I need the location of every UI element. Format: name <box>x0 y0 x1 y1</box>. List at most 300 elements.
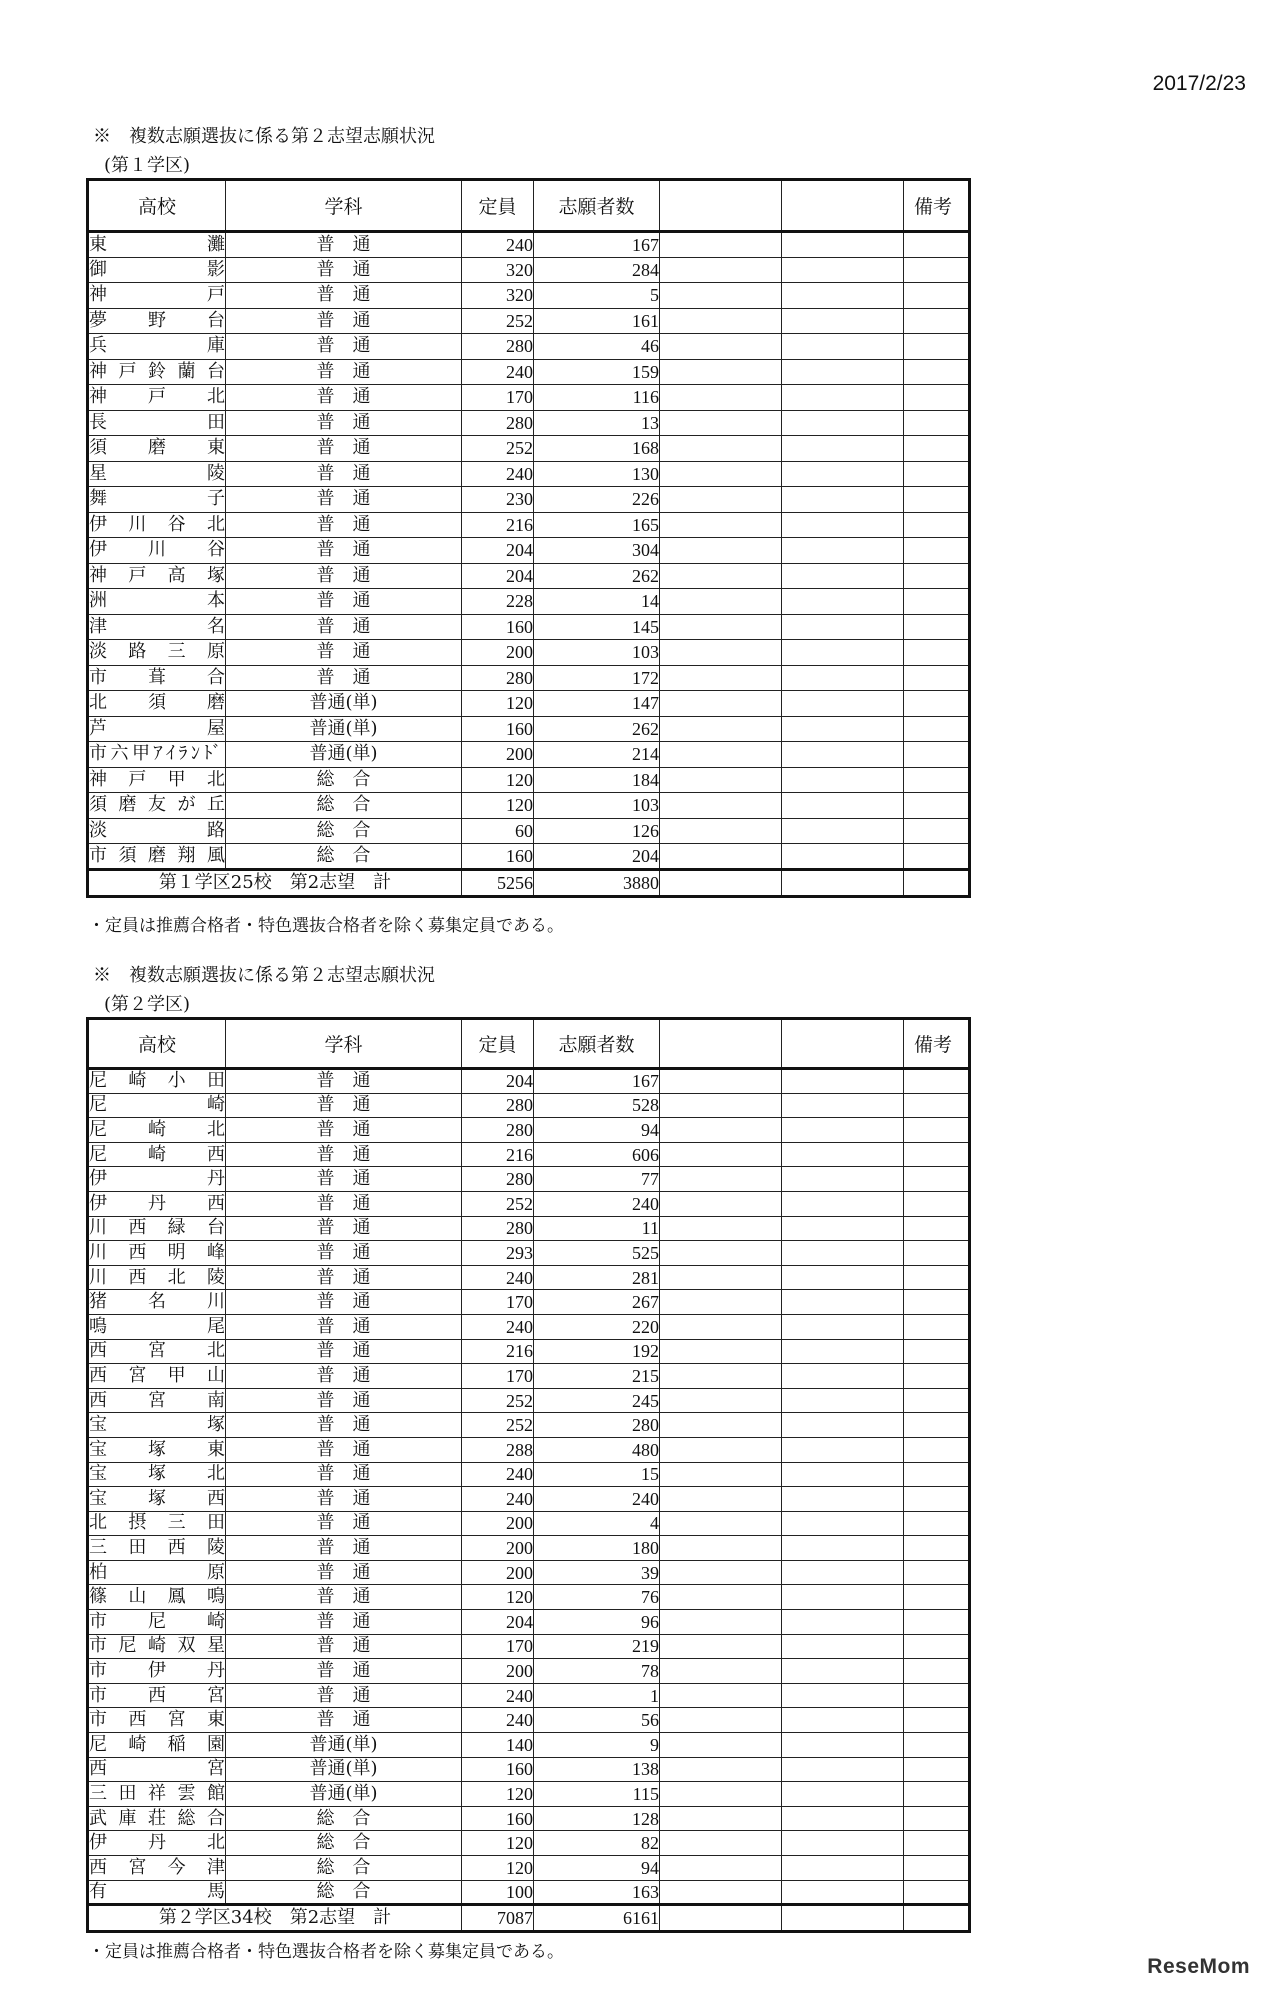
remarks-cell <box>904 1511 970 1536</box>
blank-cell <box>782 691 904 717</box>
dept-cell: 普 通 <box>226 257 462 283</box>
capacity-cell: 216 <box>462 1142 534 1167</box>
blank-cell <box>660 1314 782 1339</box>
dept-cell: 普通(単) <box>226 1782 462 1807</box>
blank-cell <box>660 563 782 589</box>
table-row <box>88 1413 970 1438</box>
capacity-cell: 200 <box>462 1560 534 1585</box>
blank-cell <box>660 1880 782 1905</box>
remarks-cell <box>904 1733 970 1758</box>
blank-cell <box>660 487 782 513</box>
blank-cell <box>660 1167 782 1192</box>
dept-cell: 普 通 <box>226 1487 462 1512</box>
table-row <box>88 1806 970 1831</box>
blank-cell <box>782 1142 904 1167</box>
blank-cell <box>660 1831 782 1856</box>
remarks-cell <box>904 767 970 793</box>
applicants-cell: 94 <box>534 1856 660 1881</box>
table-row <box>88 589 970 615</box>
applicants-cell: 167 <box>534 232 660 258</box>
blank-cell <box>782 1413 904 1438</box>
applicants-cell: 147 <box>534 691 660 717</box>
district-label: (第２学区) <box>104 994 191 1015</box>
table-row <box>88 1093 970 1118</box>
applicants-cell: 215 <box>534 1364 660 1389</box>
dept-cell: 普 通 <box>226 1364 462 1389</box>
dept-cell: 普 通 <box>226 512 462 538</box>
blank-cell <box>782 232 904 258</box>
blank-cell <box>660 1782 782 1807</box>
capacity-cell: 170 <box>462 385 534 411</box>
blank-cell <box>782 767 904 793</box>
capacity-cell: 200 <box>462 640 534 666</box>
capacity-cell: 60 <box>462 818 534 844</box>
school-cell: 猪名川 <box>88 1290 226 1315</box>
remarks-cell <box>904 359 970 385</box>
school-cell: 篠山鳳鳴 <box>88 1585 226 1610</box>
blank-cell <box>782 308 904 334</box>
school-cell: 淡路三原 <box>88 640 226 666</box>
remarks-cell <box>904 1364 970 1389</box>
table-row <box>88 1388 970 1413</box>
blank-cell <box>660 436 782 462</box>
remarks-cell <box>904 1585 970 1610</box>
blank-cell <box>660 1142 782 1167</box>
capacity-cell: 280 <box>462 1167 534 1192</box>
blank-cell <box>782 1093 904 1118</box>
blank-cell <box>782 1659 904 1684</box>
blank-cell <box>660 1265 782 1290</box>
table-row <box>88 1708 970 1733</box>
applicants-cell: 267 <box>534 1290 660 1315</box>
remarks-cell <box>904 1413 970 1438</box>
remarks-cell <box>904 1536 970 1561</box>
applicants-cell: 480 <box>534 1437 660 1462</box>
dept-cell: 普 通 <box>226 1167 462 1192</box>
capacity-cell: 160 <box>462 1806 534 1831</box>
dept-cell: 普 通 <box>226 1610 462 1635</box>
blank-cell <box>660 1708 782 1733</box>
blank-cell <box>660 1634 782 1659</box>
header-applicants: 志願者数 <box>534 1019 660 1069</box>
blank-cell <box>782 793 904 819</box>
total-applicants: 3880 <box>534 869 660 897</box>
blank-cell <box>660 334 782 360</box>
applicants-cell: 167 <box>534 1069 660 1094</box>
table-row <box>88 1290 970 1315</box>
table-row <box>88 283 970 309</box>
applicants-cell: 240 <box>534 1191 660 1216</box>
table-row <box>88 487 970 513</box>
dept-cell: 普 通 <box>226 1413 462 1438</box>
school-cell: 御影 <box>88 257 226 283</box>
remarks-cell <box>904 1118 970 1143</box>
school-cell: 市尼崎 <box>88 1610 226 1635</box>
applicants-cell: 4 <box>534 1511 660 1536</box>
dept-cell: 普 通 <box>226 1585 462 1610</box>
blank-cell <box>660 410 782 436</box>
school-cell: 尼崎 <box>88 1093 226 1118</box>
applicants-cell: 1 <box>534 1683 660 1708</box>
school-cell: 市須磨翔風 <box>88 844 226 870</box>
dept-cell: 普 通 <box>226 334 462 360</box>
blank-cell <box>782 436 904 462</box>
blank-cell <box>660 1216 782 1241</box>
capacity-cell: 160 <box>462 844 534 870</box>
dept-cell: 普通(単) <box>226 691 462 717</box>
school-cell: 三田祥雲館 <box>88 1782 226 1807</box>
blank-cell <box>782 1880 904 1905</box>
blank-cell <box>782 1782 904 1807</box>
table-row <box>88 1585 970 1610</box>
applicants-cell: 103 <box>534 640 660 666</box>
dept-cell: 普 通 <box>226 563 462 589</box>
header-applicants: 志願者数 <box>534 180 660 232</box>
table-row <box>88 1216 970 1241</box>
applicants-cell: 126 <box>534 818 660 844</box>
applicants-cell: 159 <box>534 359 660 385</box>
school-cell: 西宮今津 <box>88 1856 226 1881</box>
blank-cell <box>660 844 782 870</box>
school-cell: 津名 <box>88 614 226 640</box>
applicants-cell: 284 <box>534 257 660 283</box>
table-row <box>88 1683 970 1708</box>
dept-cell: 普 通 <box>226 461 462 487</box>
blank-cell <box>660 1757 782 1782</box>
remarks-cell <box>904 512 970 538</box>
blank-cell <box>660 1339 782 1364</box>
table-row <box>88 232 970 258</box>
school-cell: 星陵 <box>88 461 226 487</box>
dept-cell: 総 合 <box>226 1831 462 1856</box>
capacity-cell: 120 <box>462 691 534 717</box>
school-cell: 淡路 <box>88 818 226 844</box>
school-cell: 宝塚西 <box>88 1487 226 1512</box>
table-row <box>88 1118 970 1143</box>
section-heading: ※ 複数志願選抜に係る第２志望志願状況 <box>93 965 435 986</box>
school-cell: 須磨友が丘 <box>88 793 226 819</box>
school-cell: 柏原 <box>88 1560 226 1585</box>
capacity-cell: 252 <box>462 1388 534 1413</box>
blank-cell <box>660 1659 782 1684</box>
blank-cell <box>782 1462 904 1487</box>
blank-cell <box>782 1314 904 1339</box>
capacity-cell: 170 <box>462 1290 534 1315</box>
header-row <box>88 180 970 232</box>
remarks-cell <box>904 844 970 870</box>
applicants-cell: 138 <box>534 1757 660 1782</box>
remarks-cell <box>904 461 970 487</box>
capacity-cell: 170 <box>462 1364 534 1389</box>
capacity-cell: 140 <box>462 1733 534 1758</box>
blank-cell <box>782 461 904 487</box>
capacity-cell: 170 <box>462 1634 534 1659</box>
blank-cell <box>782 487 904 513</box>
capacity-cell: 120 <box>462 1831 534 1856</box>
dept-cell: 普 通 <box>226 589 462 615</box>
table-row <box>88 538 970 564</box>
blank-cell <box>782 716 904 742</box>
remarks-cell <box>904 1610 970 1635</box>
school-cell: 神戸 <box>88 283 226 309</box>
blank-cell <box>660 691 782 717</box>
blank-cell <box>660 716 782 742</box>
school-cell: 芦屋 <box>88 716 226 742</box>
table-row <box>88 716 970 742</box>
school-cell: 鳴尾 <box>88 1314 226 1339</box>
table-row <box>88 691 970 717</box>
dept-cell: 普 通 <box>226 1634 462 1659</box>
dept-cell: 普 通 <box>226 1462 462 1487</box>
applicants-cell: 184 <box>534 767 660 793</box>
dept-cell: 普 通 <box>226 1683 462 1708</box>
table-row <box>88 1462 970 1487</box>
blank-cell <box>660 1191 782 1216</box>
dept-cell: 普 通 <box>226 410 462 436</box>
blank-cell <box>782 1733 904 1758</box>
capacity-cell: 252 <box>462 308 534 334</box>
header-blank <box>782 1019 904 1069</box>
remarks-cell <box>904 716 970 742</box>
header-dept: 学科 <box>226 1019 462 1069</box>
table-row <box>88 1167 970 1192</box>
applicants-cell: 56 <box>534 1708 660 1733</box>
capacity-cell: 280 <box>462 665 534 691</box>
remarks-cell <box>904 257 970 283</box>
blank-cell <box>782 1708 904 1733</box>
dept-cell: 総 合 <box>226 818 462 844</box>
remarks-cell <box>904 1069 970 1094</box>
remarks-cell <box>904 410 970 436</box>
capacity-cell: 100 <box>462 1880 534 1905</box>
blank-cell <box>660 1487 782 1512</box>
blank-cell <box>782 1241 904 1266</box>
remarks-cell <box>904 1856 970 1881</box>
school-cell: 川西北陵 <box>88 1265 226 1290</box>
remarks-cell <box>904 640 970 666</box>
blank-cell <box>782 844 904 870</box>
blank-cell <box>660 257 782 283</box>
blank-cell <box>660 1093 782 1118</box>
capacity-cell: 204 <box>462 563 534 589</box>
capacity-cell: 280 <box>462 1093 534 1118</box>
blank-cell <box>782 334 904 360</box>
blank-cell <box>782 1265 904 1290</box>
school-cell: 尼崎小田 <box>89 1070 225 1092</box>
remarks-cell <box>904 1560 970 1585</box>
dept-cell: 普 通 <box>226 308 462 334</box>
dept-cell: 普 通 <box>226 1069 462 1094</box>
table-row <box>88 359 970 385</box>
remarks-cell <box>904 1831 970 1856</box>
header-capacity: 定員 <box>462 1019 534 1069</box>
blank-cell <box>782 589 904 615</box>
capacity-cell: 120 <box>462 1585 534 1610</box>
total-capacity: 7087 <box>462 1905 534 1932</box>
document-date: 2017/2/23 <box>1152 72 1246 95</box>
table-row <box>88 1733 970 1758</box>
capacity-cell: 120 <box>462 1856 534 1881</box>
table-row <box>88 385 970 411</box>
table-row <box>88 1634 970 1659</box>
table-row <box>88 1314 970 1339</box>
blank-cell <box>782 869 904 897</box>
blank-cell <box>782 1560 904 1585</box>
applicants-cell: 94 <box>534 1118 660 1143</box>
table-row <box>88 1265 970 1290</box>
school-cell: 洲本 <box>88 589 226 615</box>
remarks-cell <box>904 742 970 768</box>
dept-cell: 総 合 <box>226 767 462 793</box>
remarks-cell <box>904 1142 970 1167</box>
blank-cell <box>782 1167 904 1192</box>
applicants-cell: 9 <box>534 1733 660 1758</box>
school-cell: 伊川谷北 <box>88 512 226 538</box>
header-school: 高校 <box>88 180 226 232</box>
dept-cell: 普 通 <box>226 1437 462 1462</box>
applicants-cell: 192 <box>534 1339 660 1364</box>
applicants-cell: 172 <box>534 665 660 691</box>
dept-cell: 普 通 <box>226 1142 462 1167</box>
header-row <box>88 1019 970 1069</box>
blank-cell <box>782 359 904 385</box>
dept-cell: 普 通 <box>226 1511 462 1536</box>
school-cell: 伊丹北 <box>88 1831 226 1856</box>
applicants-cell: 14 <box>534 589 660 615</box>
blank-cell <box>660 1241 782 1266</box>
blank-cell <box>660 1733 782 1758</box>
table-row <box>88 512 970 538</box>
table-row <box>88 818 970 844</box>
remarks-cell <box>904 1437 970 1462</box>
blank-cell <box>782 1437 904 1462</box>
dept-cell: 総 合 <box>226 1856 462 1881</box>
footnote: ・定員は推薦合格者・特色選抜合格者を除く募集定員である。 <box>88 1942 564 1962</box>
school-cell: 西宮南 <box>88 1388 226 1413</box>
applicants-cell: 220 <box>534 1314 660 1339</box>
remarks-cell <box>904 1708 970 1733</box>
capacity-cell: 288 <box>462 1437 534 1462</box>
capacity-cell: 160 <box>462 614 534 640</box>
school-cell: 有馬 <box>88 1880 226 1905</box>
blank-cell <box>660 385 782 411</box>
district-label: (第１学区) <box>104 155 191 176</box>
capacity-cell: 204 <box>462 1069 534 1094</box>
applicants-cell: 606 <box>534 1142 660 1167</box>
table-row <box>88 793 970 819</box>
table-row <box>88 308 970 334</box>
applicants-cell: 219 <box>534 1634 660 1659</box>
table-row <box>88 1142 970 1167</box>
school-cell: 宝塚北 <box>88 1462 226 1487</box>
blank-cell <box>660 283 782 309</box>
dept-cell: 普 通 <box>226 1241 462 1266</box>
blank-cell <box>660 1462 782 1487</box>
table-row <box>88 1069 970 1094</box>
table-row <box>88 1831 970 1856</box>
applicants-cell: 525 <box>534 1241 660 1266</box>
capacity-cell: 240 <box>462 1708 534 1733</box>
remarks-cell <box>904 1093 970 1118</box>
school-cell: 宝塚東 <box>88 1437 226 1462</box>
remarks-cell <box>904 793 970 819</box>
school-cell: 夢野台 <box>88 308 226 334</box>
table-row <box>88 1241 970 1266</box>
school-cell: 西宮甲山 <box>88 1364 226 1389</box>
capacity-cell: 240 <box>462 1683 534 1708</box>
remarks-cell <box>904 589 970 615</box>
school-cell: 神戸高塚 <box>88 563 226 589</box>
blank-cell <box>660 767 782 793</box>
remarks-cell <box>904 1683 970 1708</box>
table-row <box>88 1880 970 1905</box>
blank-cell <box>782 410 904 436</box>
school-cell: 伊丹 <box>88 1167 226 1192</box>
capacity-cell: 240 <box>462 1487 534 1512</box>
remarks-cell <box>904 1487 970 1512</box>
dept-cell: 普 通 <box>226 359 462 385</box>
blank-cell <box>660 1683 782 1708</box>
applicants-cell: 13 <box>534 410 660 436</box>
school-cell: 伊丹西 <box>88 1191 226 1216</box>
capacity-cell: 120 <box>462 1782 534 1807</box>
school-cell: 長田 <box>88 410 226 436</box>
blank-cell <box>782 1856 904 1881</box>
blank-cell <box>660 614 782 640</box>
remarks-cell <box>904 563 970 589</box>
capacity-cell: 320 <box>462 283 534 309</box>
table-row <box>88 1487 970 1512</box>
header-dept: 学科 <box>226 180 462 232</box>
blank-cell <box>782 1339 904 1364</box>
capacity-cell: 216 <box>462 512 534 538</box>
applicants-cell: 165 <box>534 512 660 538</box>
remarks-cell <box>904 1634 970 1659</box>
applicants-cell: 304 <box>534 538 660 564</box>
applicants-cell: 226 <box>534 487 660 513</box>
school-cell: 須磨東 <box>88 436 226 462</box>
dept-cell: 普 通 <box>226 1536 462 1561</box>
school-cell: 東灘 <box>88 232 226 258</box>
school-cell: 西宮北 <box>88 1339 226 1364</box>
dept-cell: 普通(単) <box>226 716 462 742</box>
table-row <box>88 334 970 360</box>
remarks-cell <box>904 818 970 844</box>
blank-cell <box>782 512 904 538</box>
blank-cell <box>782 385 904 411</box>
capacity-cell: 320 <box>462 257 534 283</box>
remarks-cell <box>904 232 970 258</box>
blank-cell <box>782 1757 904 1782</box>
school-cell: 伊川谷 <box>88 538 226 564</box>
table-row <box>88 1782 970 1807</box>
applicants-cell: 262 <box>534 716 660 742</box>
remarks-cell <box>904 1806 970 1831</box>
applicants-cell: 128 <box>534 1806 660 1831</box>
blank-cell <box>782 742 904 768</box>
table-row <box>88 1339 970 1364</box>
capacity-cell: 200 <box>462 1511 534 1536</box>
dept-cell: 普 通 <box>226 665 462 691</box>
dept-cell: 普 通 <box>226 1708 462 1733</box>
applicants-cell: 262 <box>534 563 660 589</box>
dept-cell: 普 通 <box>226 1191 462 1216</box>
school-cell: 市尼崎双星 <box>88 1634 226 1659</box>
remarks-cell <box>904 1782 970 1807</box>
blank-cell <box>660 818 782 844</box>
blank-cell <box>660 1856 782 1881</box>
applicants-cell: 82 <box>534 1831 660 1856</box>
